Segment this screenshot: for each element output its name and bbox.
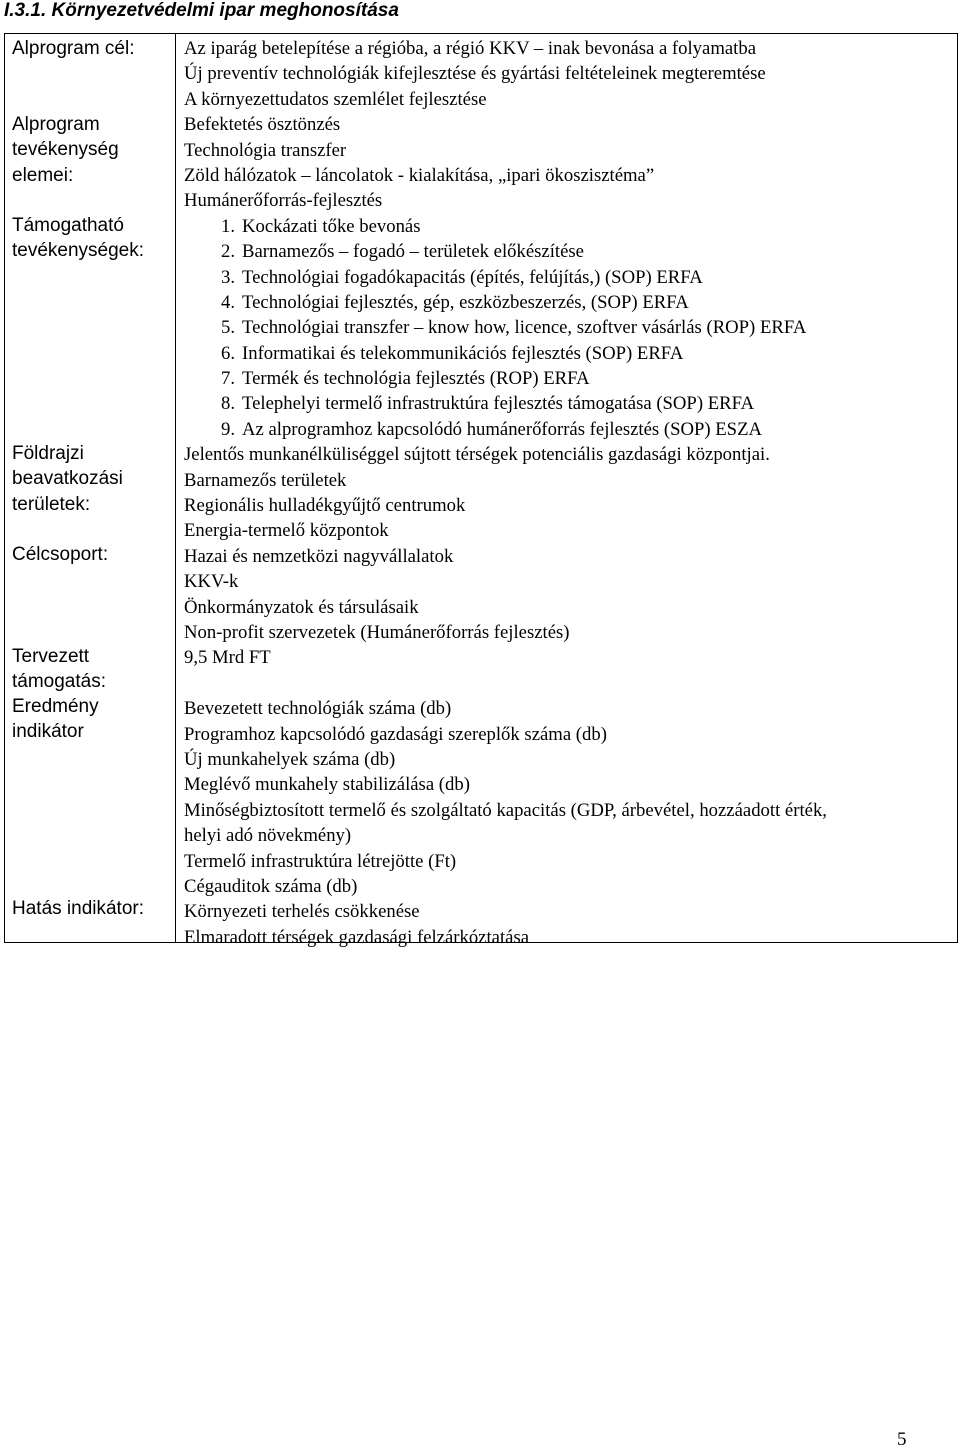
label-activity-elements: Alprogram tevékenység elemei: — [12, 114, 119, 186]
result-indicator-line: Minőségbiztosított termelő és szolgáltató kapacitás (GDP, árbevétel, hozzáadott érték, — [184, 799, 827, 821]
supported-activity-item: 9. Az alprogramhoz kapcsolódó humánerőforrás fejlesztés (SOP) ESZA — [221, 418, 762, 440]
activity-element-line: Zöld hálózatok – láncolatok - kialakítása, „ipari ökoszisztéma” — [184, 164, 655, 186]
supported-activity-item: 1. Kockázati tőke bevonás — [221, 215, 421, 237]
label-result-indicator: Eredmény indikátor — [12, 696, 99, 743]
goal-line: Az iparág betelepítése a régióba, a régió KKV – inak bevonása a folyamatba — [184, 38, 756, 59]
supported-activity-item: 4. Technológiai fejlesztés, gép, eszközbeszerzés, (SOP) ERFA — [221, 291, 689, 313]
supported-activity-item: 5. Technológiai transzfer – know how, licence, szoftver vásárlás (ROP) ERFA — [221, 317, 807, 339]
result-indicator-line: helyi adó növekmény) — [184, 825, 352, 847]
impact-indicator-line: Környezeti terhelés csökkenése — [184, 901, 420, 923]
label-planned-support: Tervezett támogatás: — [12, 646, 106, 693]
activity-element-line: Humánerőforrás-fejlesztés — [184, 190, 383, 212]
target-group-line: Non-profit szervezetek (Humánerőforrás fejlesztés) — [184, 621, 570, 643]
supported-activity-item: 7. Termék és technológia fejlesztés (ROP) ERFA — [221, 368, 590, 390]
target-group-line: KKV-k — [184, 571, 239, 593]
goal-line: A környezettudatos szemlélet fejlesztése — [184, 88, 487, 110]
column-divider — [175, 34, 176, 942]
result-indicator-line: Meglévő munkahely stabilizálása (db) — [184, 774, 470, 796]
supported-activity-item: 2. Barnamezős – fogadó – területek előkészítése — [221, 241, 584, 263]
geographic-area-line: Jelentős munkanélküliséggel sújtott térségek potenciális gazdasági központjai. — [184, 444, 770, 466]
label-goal: Alprogram cél: — [12, 38, 135, 59]
result-indicator-line: Bevezetett technológiák száma (db) — [184, 698, 452, 720]
label-target-group: Célcsoport: — [12, 544, 109, 565]
geographic-area-line: Energia-termelő központok — [184, 520, 389, 542]
program-table — [4, 33, 958, 948]
target-group-line: Önkormányzatok és társulásaik — [184, 596, 419, 618]
label-supported-activities: Támogatható tevékenységek: — [12, 215, 145, 262]
result-indicator-line: Új munkahelyek száma (db) — [184, 748, 396, 770]
result-indicator-line: Termelő infrastruktúra létrejötte (Ft) — [184, 850, 457, 872]
label-impact-indicator: Hatás indikátor: — [12, 898, 145, 919]
section-heading: I.3.1. Környezetvédelmi ipar meghonosítása — [4, 0, 399, 21]
result-indicator-line: Programhoz kapcsolódó gazdasági szereplők száma (db) — [184, 723, 607, 745]
supported-activity-item: 8. Telephelyi termelő infrastruktúra fejlesztés támogatása (SOP) ERFA — [221, 393, 755, 415]
goal-line: Új preventív technológiák kifejlesztése és gyártási feltételeinek megteremtése — [184, 63, 766, 85]
supported-activity-item: 3. Technológiai fogadókapacitás (építés, felújítás,) (SOP) ERFA — [221, 266, 703, 288]
impact-indicator-line: Elmaradott térségek gazdasági felzárkóztatása — [184, 926, 530, 948]
geographic-area-line: Regionális hulladékgyűjtő centrumok — [184, 495, 466, 517]
result-indicator-line: Cégauditok száma (db) — [184, 875, 358, 897]
label-geographic-areas: Földrajzi beavatkozási területek: — [12, 443, 123, 515]
page-number: 5 — [897, 1429, 907, 1450]
geographic-area-line: Barnamezős területek — [184, 469, 347, 491]
target-group-line: Hazai és nemzetközi nagyvállalatok — [184, 545, 454, 567]
activity-element-line: Befektetés ösztönzés — [184, 114, 341, 136]
value-column — [184, 36, 827, 950]
blank-line — [184, 671, 827, 696]
supported-activity-item: 6. Informatikai és telekommunikációs fejlesztés (SOP) ERFA — [221, 342, 684, 364]
planned-support-value: 9,5 Mrd FT — [184, 647, 271, 669]
activity-element-line: Technológia transzfer — [184, 139, 347, 161]
